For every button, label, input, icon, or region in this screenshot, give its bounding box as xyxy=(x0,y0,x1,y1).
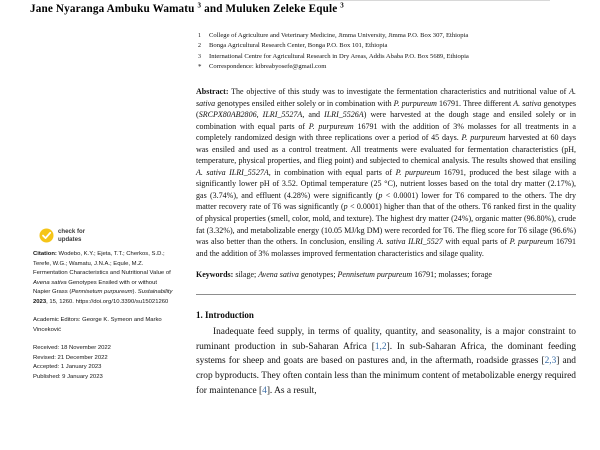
abstract-species: P. purpureum xyxy=(393,98,437,108)
date-received-value: 18 November 2022 xyxy=(59,345,111,351)
date-accepted-label: Accepted: xyxy=(33,364,60,371)
section-divider xyxy=(196,294,576,296)
date-published-value: 9 January 2023 xyxy=(60,373,103,380)
affiliation-text: Bonga Agricultural Research Center, Bonga P.O. Box 101, Ethiopia xyxy=(209,42,388,50)
date-published xyxy=(33,373,173,383)
citation-species-1: Avena sativa xyxy=(33,279,67,286)
check-for-updates-line1: check for xyxy=(58,228,86,236)
keywords-label: Keywords: xyxy=(196,270,234,280)
abstract-text: The objective of this study was to investigate the fermentation characteristics and nutritional value of xyxy=(228,87,570,96)
main-column xyxy=(196,86,576,398)
citation-title-rest: Genotypes Ensiled with or without Napier Grass ( xyxy=(33,279,157,295)
citation-label: Citation: xyxy=(33,251,57,257)
abstract-text: 16791 and the addition of 3% molasses improved fermentation characteristics and silage quality. xyxy=(196,237,576,258)
academic-editors-names: George K. Symeon and Marko Vinceković xyxy=(33,317,162,333)
correspondence-text[interactable]: Correspondence: kibreabyosefe@gmail.com xyxy=(209,63,327,71)
abstract-species: A. sativa xyxy=(513,98,542,108)
abstract-genotype: A. sativa ILRI_5527A xyxy=(196,167,269,177)
keywords-line xyxy=(196,269,576,281)
abstract-text: ) were harvested at the dough stage and ensiled solely or in combination with equal parts of xyxy=(196,110,576,131)
date-received xyxy=(33,344,173,354)
abstract-genotype: ILRI_5526A xyxy=(324,110,364,120)
introduction-body xyxy=(196,325,576,398)
authors-line xyxy=(30,2,570,17)
abstract-text: , in combination with equal parts of xyxy=(268,167,396,177)
affiliation-row xyxy=(196,31,576,41)
citation-doi-value[interactable]: 10.3390/su15021260 xyxy=(112,298,169,305)
introduction-paragraph xyxy=(196,325,576,398)
check-circle-icon xyxy=(39,228,54,243)
citation-journal: Sustainability xyxy=(137,289,173,295)
citation-journal-pre: ). xyxy=(132,289,138,295)
abstract-species: P. purpureum xyxy=(308,121,354,131)
date-revised xyxy=(33,354,173,364)
citation-reference-link[interactable]: 1,2 xyxy=(374,341,387,352)
affiliation-marker: 2 xyxy=(198,43,201,50)
affiliation-text: International Centre for Agricultural Research in Dry Areas, Addis Ababa P.O. Box 5689, Ethiopia xyxy=(209,52,469,60)
abstract-text: and xyxy=(304,110,325,120)
abstract-text: 16791, produced the best silage with a significantly lower pH of 3.52. Optimal temperature (25 °C), nutrient losses based on the total dry matter (2.17%), gas (3.74%), and effluent (4.28%) were significantly ( xyxy=(196,167,577,200)
academic-editors-block xyxy=(33,316,173,335)
intro-text: Inadequate feed supply, in terms of quality, quantity, and seasonality, is a major constraint to ruminant production in sub-Saharan Africa [ xyxy=(196,327,576,352)
check-for-updates-badge[interactable] xyxy=(39,228,173,243)
abstract-genotype: SRCPX80AB2806, ILRI_5527A, xyxy=(198,110,305,120)
date-accepted xyxy=(33,363,173,373)
abstract-species: A. sativa xyxy=(196,87,576,108)
page-top-edge-artifact xyxy=(300,0,550,1)
academic-editors-label: Academic Editors: xyxy=(33,317,81,323)
citation-block xyxy=(33,250,173,307)
keyword-species: Pennisetum purpureum xyxy=(337,270,413,280)
correspondence-row xyxy=(196,62,576,72)
authors-line-middle: and Muluken Zeleke Equle xyxy=(201,3,341,15)
abstract-pvalue-symbol: p xyxy=(378,190,383,200)
citation-species-2: Pennisetum purpureum xyxy=(71,289,133,295)
keyword-text: genotypes; xyxy=(298,270,338,280)
sidebar-spacer xyxy=(33,307,173,316)
check-for-updates-label xyxy=(58,228,85,242)
intro-text: ]. In sub-Saharan Africa, the dominant feeding systems for sheep and goats are based on pastures and, in the aftermath, roadside grasses [ xyxy=(196,341,576,367)
intro-text: ]. As a result, xyxy=(266,385,317,396)
affiliation-text: College of Agriculture and Veterinary Medicine, Jimma University, Jimma P.O. Box 307, Ethiopia xyxy=(209,32,469,39)
sidebar-spacer xyxy=(33,335,173,344)
article-metadata-sidebar xyxy=(33,228,173,382)
abstract-text: 16791 with the addition of 3% molasses for all treatments in a completely randomized design with three replications over a period of 45 days. xyxy=(196,121,576,143)
date-received-label: Received: xyxy=(33,345,60,351)
citation-reference-link[interactable]: 4 xyxy=(262,385,267,396)
author-affiliation-marker-1: 3 xyxy=(197,1,202,10)
keyword-text: 16791; molasses; forage xyxy=(412,270,492,280)
abstract-text: < 0.0001) higher than that of the others. T6 ranked first in the quality of physical properties (smell, color, mold, and texture). The highest dry matter (24%), organic matter (96.80%), crude fat (3.32%), and metabolizable energy (10.05 MJ/kg DM) were recorded for T6. The flieg score for T6 silage (96.6%) was also better than the others. In conclusion, ensiling xyxy=(196,202,576,247)
intro-text: ] and crop byproducts. They often contain less than the minimum content of metabolizable energy required for maintenance [ xyxy=(196,356,576,396)
abstract-species: P. purpureum xyxy=(509,237,554,247)
abstract-text: genotypes ( xyxy=(196,98,576,120)
affiliation-row xyxy=(196,41,576,51)
abstract-pvalue-symbol: p xyxy=(343,202,348,212)
abstract-text: with equal parts of xyxy=(442,237,510,247)
date-accepted-value: 1 January 2023 xyxy=(59,364,102,371)
citation-reference-link[interactable]: 2,3 xyxy=(544,356,557,367)
abstract-paragraph xyxy=(196,86,576,259)
abstract-species: P. purpureum xyxy=(395,167,441,177)
author-affiliation-marker-2: 3 xyxy=(340,1,344,10)
abstract-text: genotypes ensiled either solely or in combination with xyxy=(215,98,394,108)
date-revised-value: 21 December 2022 xyxy=(55,354,108,361)
abstract-text: harvested at 60 days was ensiled and used as a control treatment. All treatments were evaluated for fermentation characteristics (pH, temperature, physical properties, and flieg point) and subjected to chemical analysis. The results showed that ensiling xyxy=(196,133,577,166)
abstract-genotype: A. sativa ILRI_5527 xyxy=(376,237,443,247)
authors-line-prefix: Jane Nyaranga Ambuku Wamatu xyxy=(30,3,198,15)
publication-dates-block xyxy=(33,344,173,382)
citation-volume-pages: , 15, 1260. xyxy=(46,298,76,305)
abstract-label: Abstract: xyxy=(196,87,229,96)
citation-doi-link[interactable]: https://doi.org/ xyxy=(75,298,113,305)
citation-year: 2023 xyxy=(33,298,47,305)
section-heading-introduction: 1. Introduction xyxy=(196,310,254,321)
affiliation-marker: 1 xyxy=(198,33,201,39)
check-for-updates-line2: updates xyxy=(58,235,82,243)
keyword-text: silage; xyxy=(233,270,259,280)
correspondence-marker: * xyxy=(198,63,202,72)
affiliation-marker: 3 xyxy=(198,53,201,60)
affiliations-list xyxy=(196,31,576,73)
abstract-text: 16791. Three different xyxy=(436,98,514,108)
date-revised-label: Revised: xyxy=(33,354,56,361)
affiliation-row xyxy=(196,52,576,62)
keyword-species: Avena sativa xyxy=(258,270,299,280)
date-published-label: Published: xyxy=(33,373,61,380)
abstract-text: < 0.0001) lower for T6 compared to the others. The dry matter recovery rate of T6 was significantly ( xyxy=(196,190,576,212)
abstract-species: P. purpureum xyxy=(461,133,506,143)
citation-authors: Wodebo, K.Y.; Ejeta, T.T.; Cherkos, S.D.; Terefe, W.G.; Wamatu, J.N.A.; Equle, M.Z. Fermentation Characteristics and Nutritional Value of xyxy=(33,251,171,276)
